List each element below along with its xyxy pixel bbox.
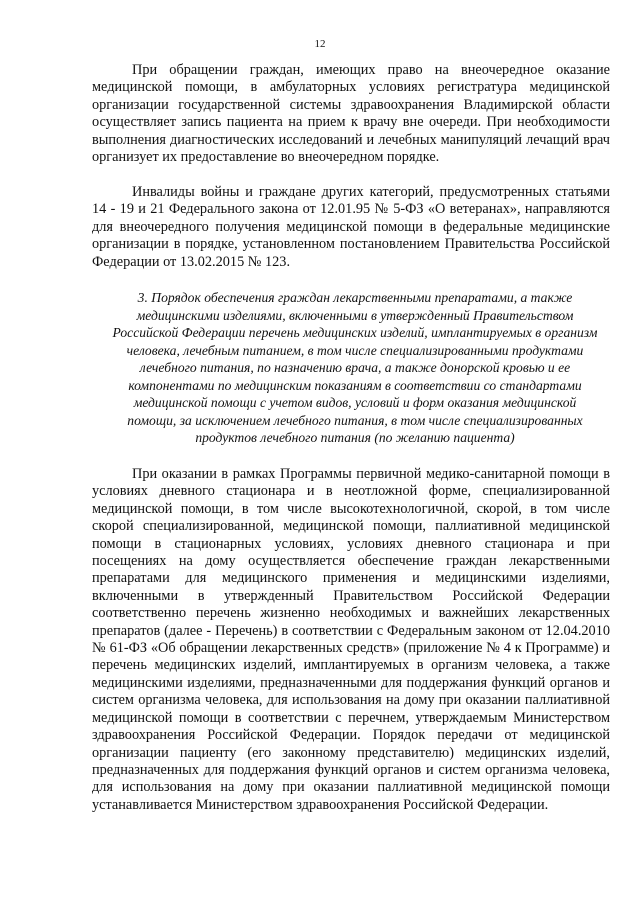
page-number: 12 [314,38,326,50]
paragraph-text: При обращении граждан, имеющих право на внеочередное оказание медицинской помощи, в амбулаторных условиях регистратура медицинской организации государственной системы здравоохранения Владимирской области осуществляет запись пациента на прием к врачу вне очереди. При необходимости выполнения диагностических исследований и лечебных манипуляций лечащий врач организует их предоставление во внеочередном порядке. [92,62,610,166]
paragraph-war-invalids [92,184,610,271]
paragraph-text: При оказании в рамках Программы первичной медико-санитарной помощи в условиях дневного стационара и в неотложной форме, специализированной медицинской помощи, в том числе высокотехнологичной, скорой, в том числе скорой специализированной, медицинской помощи, паллиативной медицинской помощи в стационарных условиях, условиях дневного стационара и при посещениях на дому осуществляется обеспечение граждан лекарственными препаратами для медицинского применения и медицинскими изделиями, включенными в утвержденный Правительством Российской Федерации соответственно перечень жизненно необходимых и важнейших лекарственных препаратов (далее - Перечень) в соответствии с Федеральным законом от 12.04.2010 № 61-ФЗ «Об обращении лекарственных средств» (приложение № 4 к Программе) и перечень медицинских изделий, имплантируемых в организм человека, а также медицинскими изделиями, предназначенными для поддержания функций органов и систем организма человека, для использования на дому при оказании паллиативной медицинской помощи в соответствии с перечнем, утверждаемым Министерством здравоохранения Российской Федерации. Порядок передачи от медицинской организации пациенту (его законному представителю) медицинских изделий, предназначенных для поддержания функций органов и систем организма человека, для использования на дому при оказании паллиативной медицинской помощи устанавливается Министерством здравоохранения Российской Федерации. [92,466,610,813]
paragraph-text: Инвалиды войны и граждане других категорий, предусмотренных статьями 14 - 19 и 21 Федерального закона от 12.01.95 № 5-ФЗ «О ветеранах», направляются для внеочередного получения медицинской помощи в федеральные медицинские организации в порядке, установленном постановлением Правительства Российской Федерации от 13.02.2015 № 123. [92,184,610,270]
section-heading: 3. Порядок обеспечения граждан лекарственными препаратами, а также медицинскими изделиями, включенными в утвержденный Правительством Российской Федерации перечень медицинских изделий, имплантируемых в организм человека, лечебным питанием, в том числе специализированными продуктами лечебного питания, по назначению врача, а также донорской кровью и ее компонентами по медицинским показаниям в соответствии со стандартами медицинской помощи с учетом видов, условий и форм оказания медицинской помощи, за исключением лечебного питания, в том числе специализированных продуктов лечебного питания (по желанию пациента) [112,290,598,445]
paragraph-priority-care [92,62,610,166]
paragraph-drug-provision [92,466,610,814]
